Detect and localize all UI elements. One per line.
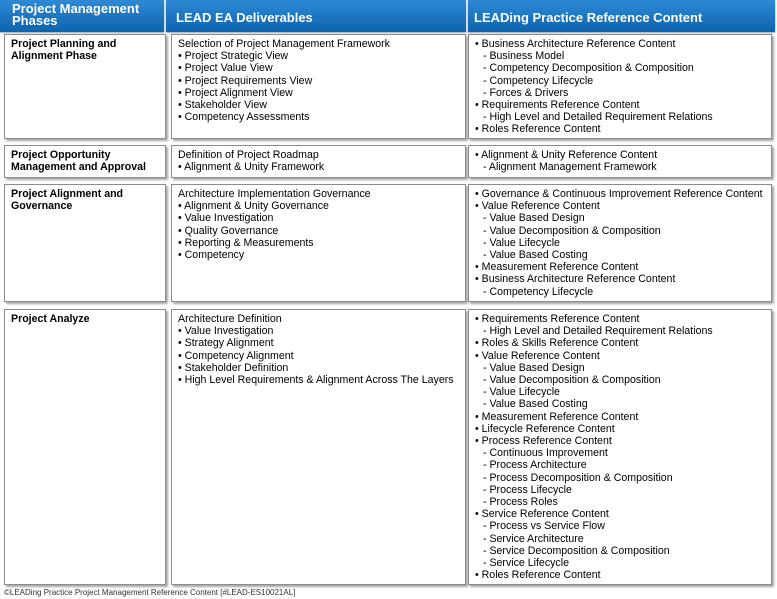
list-item: - Process Lifecycle (483, 483, 572, 496)
list-item: - Process Architecture (483, 459, 587, 472)
list-item: • Lifecycle Reference Content (475, 422, 615, 435)
header-reference-label: LEADing Practice Reference Content (474, 10, 703, 25)
list-item: • Value Reference Content (475, 200, 600, 213)
list-item: • Measurement Reference Content (475, 410, 639, 423)
list-item: • Project Requirements View (178, 74, 313, 87)
list-item: • Requirements Reference Content (475, 313, 640, 325)
list-item: • Roles Reference Content (475, 569, 601, 582)
list-item: • Project Strategic View (178, 50, 289, 63)
list-item: • Reporting & Measurements (178, 236, 314, 249)
list-item: Definition of Project Roadmap (178, 149, 319, 161)
phase-title: Project Alignment and Governance (11, 188, 124, 213)
list-item: Architecture Implementation Governance (178, 188, 371, 200)
row-4-reference-cell (468, 309, 772, 585)
phase-title: Project Analyze (11, 313, 90, 325)
list-item: - Value Decomposition & Composition (483, 224, 661, 237)
list-item: • Business Architecture Reference Content (475, 38, 676, 50)
list-item: • Value Investigation (178, 325, 274, 338)
row-3-phase-cell (4, 184, 166, 302)
list-item: • Competency Assessments (178, 111, 310, 124)
header-reference (468, 0, 775, 32)
list-item: - High Level and Detailed Requirement Relations (483, 325, 713, 338)
list-item: • Roles Reference Content (475, 123, 601, 136)
list-item: - Alignment Management Framework (483, 161, 657, 174)
list-item: • High Level Requirements & Alignment Across The Layers (178, 374, 454, 387)
list-item: - Process vs Service Flow (483, 520, 605, 533)
row-4-phase-cell (4, 309, 166, 585)
header-deliverables (166, 0, 466, 32)
list-item: • Competency Alignment (178, 349, 294, 362)
header-phases (0, 0, 164, 32)
phase-title: Project Opportunity Management and Approval (11, 149, 146, 174)
phase-title: Project Planning and Alignment Phase (11, 38, 117, 63)
row-1-reference-cell (468, 34, 772, 139)
header-phases-label: Project Management Phases (12, 1, 140, 28)
list-item: • Governance & Continuous Improvement Reference Content (475, 188, 763, 200)
row-3-deliverables-cell (171, 184, 466, 302)
list-item: • Quality Governance (178, 224, 279, 237)
list-item: - Value Based Design (483, 361, 585, 374)
list-item: - Competency Lifecycle (483, 285, 594, 298)
row-1-deliverables-cell (171, 34, 466, 139)
list-item: - Competency Decomposition & Composition (483, 62, 694, 75)
list-item: • Process Reference Content (475, 435, 612, 448)
list-item: - High Level and Detailed Requirement Relations (483, 111, 713, 124)
list-item: - Service Architecture (483, 532, 584, 545)
list-item: • Competency (178, 249, 245, 262)
list-item: • Service Reference Content (475, 508, 609, 521)
list-item: • Value Reference Content (475, 349, 600, 362)
list-item: - Service Decomposition & Composition (483, 544, 670, 557)
row-2-reference-cell (468, 145, 772, 178)
list-item: - Service Lifecycle (483, 557, 569, 570)
list-item: • Business Architecture Reference Content (475, 273, 676, 286)
list-item: - Forces & Drivers (483, 86, 569, 99)
list-item: - Business Model (483, 50, 565, 63)
list-item: • Stakeholder Definition (178, 361, 289, 374)
list-item: - Continuous Improvement (483, 447, 608, 460)
list-item: • Alignment & Unity Framework (178, 161, 325, 174)
list-item: - Value Decomposition & Composition (483, 374, 661, 387)
row-2-phase-cell (4, 145, 166, 178)
list-item: • Alignment & Unity Governance (178, 200, 329, 213)
footer-copyright: ©LEADing Practice Project Management Reference Content [#LEAD-ES10021AL] (4, 588, 296, 597)
list-item: • Roles & Skills Reference Content (475, 337, 639, 350)
row-4-deliverables-cell (171, 309, 466, 585)
row-1-phase-cell (4, 34, 166, 139)
list-item: Selection of Project Management Framework (178, 38, 390, 50)
list-item: - Value Lifecycle (483, 386, 560, 399)
row-3-reference-cell (468, 184, 772, 302)
list-item: - Value Based Design (483, 212, 585, 225)
list-item: • Alignment & Unity Reference Content (475, 149, 658, 161)
list-item: - Value Lifecycle (483, 236, 560, 249)
list-item: - Competency Lifecycle (483, 74, 594, 87)
list-item: • Project Alignment View (178, 86, 293, 99)
list-item: • Strategy Alignment (178, 337, 274, 350)
list-item: • Measurement Reference Content (475, 261, 639, 274)
row-2-deliverables-cell (171, 145, 466, 178)
header-deliverables-label: LEAD EA Deliverables (176, 10, 313, 25)
list-item: - Value Based Costing (483, 398, 588, 411)
list-item: Architecture Definition (178, 313, 282, 325)
list-item: - Process Decomposition & Composition (483, 471, 673, 484)
list-item: • Requirements Reference Content (475, 99, 640, 112)
list-item: • Stakeholder View (178, 99, 267, 112)
list-item: • Project Value View (178, 62, 273, 75)
list-item: - Value Based Costing (483, 249, 588, 262)
list-item: - Process Roles (483, 496, 558, 509)
list-item: • Value Investigation (178, 212, 274, 225)
